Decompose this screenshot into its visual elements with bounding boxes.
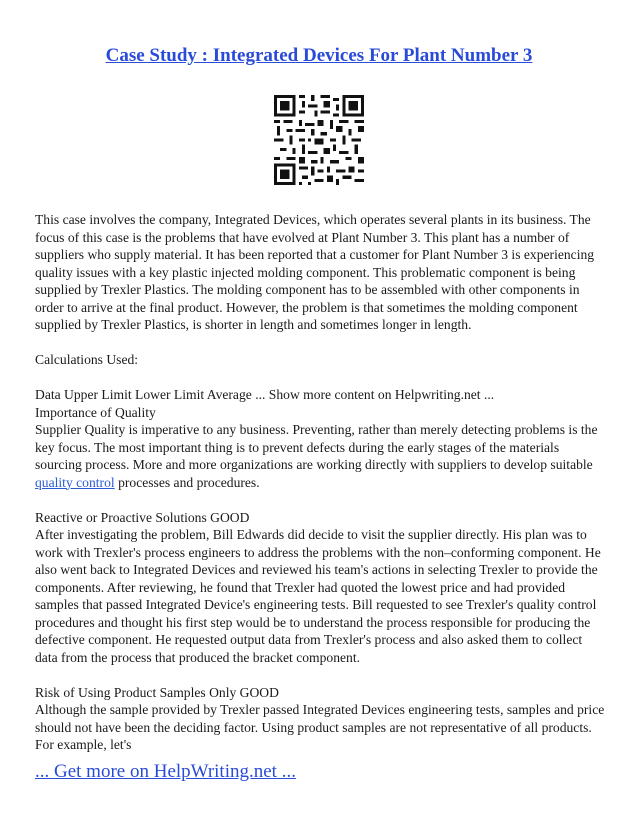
document-body: [35, 211, 605, 754]
get-more-link[interactable]: ... Get more on HelpWriting.net ...: [35, 761, 296, 782]
reactive-paragraph: After investigating the problem, Bill Edwards did decide to visit the supplier directly. His plan was to work with Trexler's process engineers to address the problems with the non–conforming component. He also went back to Integrated Devices and reviewed his team's actions in selecting Trexler to provide the components. After reviewing, he found that Trexler had quoted the lowest price and had provided samples that passed Integrated Device's engineering tests. Bill requested to see Trexler's quality control procedures and thought his first step would be to understand the process responsible for producing the defective component. He requested output data from Trexler's process and also asked them to collect data from the process that produced the bracket component.: [35, 527, 601, 665]
data-line: Data Upper Limit Lower Limit Average ... Show more content on Helpwriting.net ...: [35, 387, 495, 402]
importance-text-before: Supplier Quality is imperative to any business. Preventing, rather than merely detecting problems is the key focus. The most important thing is to prevent defects during the early stages of the materials sourcing process. More and more organizations are working directly with suppliers to develop suitable: [35, 422, 598, 472]
importance-text-after: processes and procedures.: [114, 474, 260, 490]
quality-control-link[interactable]: quality control: [35, 474, 115, 490]
risk-paragraph: Although the sample provided by Trexler passed Integrated Devices engineering tests, samples and price should not have been the deciding factor. Using product samples are not representative of all products. For example, let's: [35, 702, 605, 752]
qr-code-icon: [274, 95, 364, 185]
reactive-heading: Reactive or Proactive Solutions GOOD: [35, 509, 250, 525]
document-title[interactable]: Case Study : Integrated Devices For Plant Number 3: [105, 45, 533, 66]
calculations-heading: Calculations Used:: [35, 352, 139, 367]
intro-paragraph: This case involves the company, Integrated Devices, which operates several plants in its business. The focus of this case is the problems that have evolved at Plant Number 3. This plant has a number of suppliers who supply material. It has been reported that a customer for Plant Number 3 is experiencing quality issues with a key plastic injected molding component. This problematic component is being supplied by Trexler Plastics. The molding component has to be assembled with other components in order to arrive at the final product. However, the problem is that sometimes the molding component supplied by Trexler Plastics, is shorter in length and sometimes longer in length.: [35, 212, 595, 332]
risk-heading: Risk of Using Product Samples Only GOOD: [35, 684, 279, 700]
importance-heading: Importance of Quality: [35, 404, 156, 420]
importance-paragraph: [35, 421, 605, 491]
